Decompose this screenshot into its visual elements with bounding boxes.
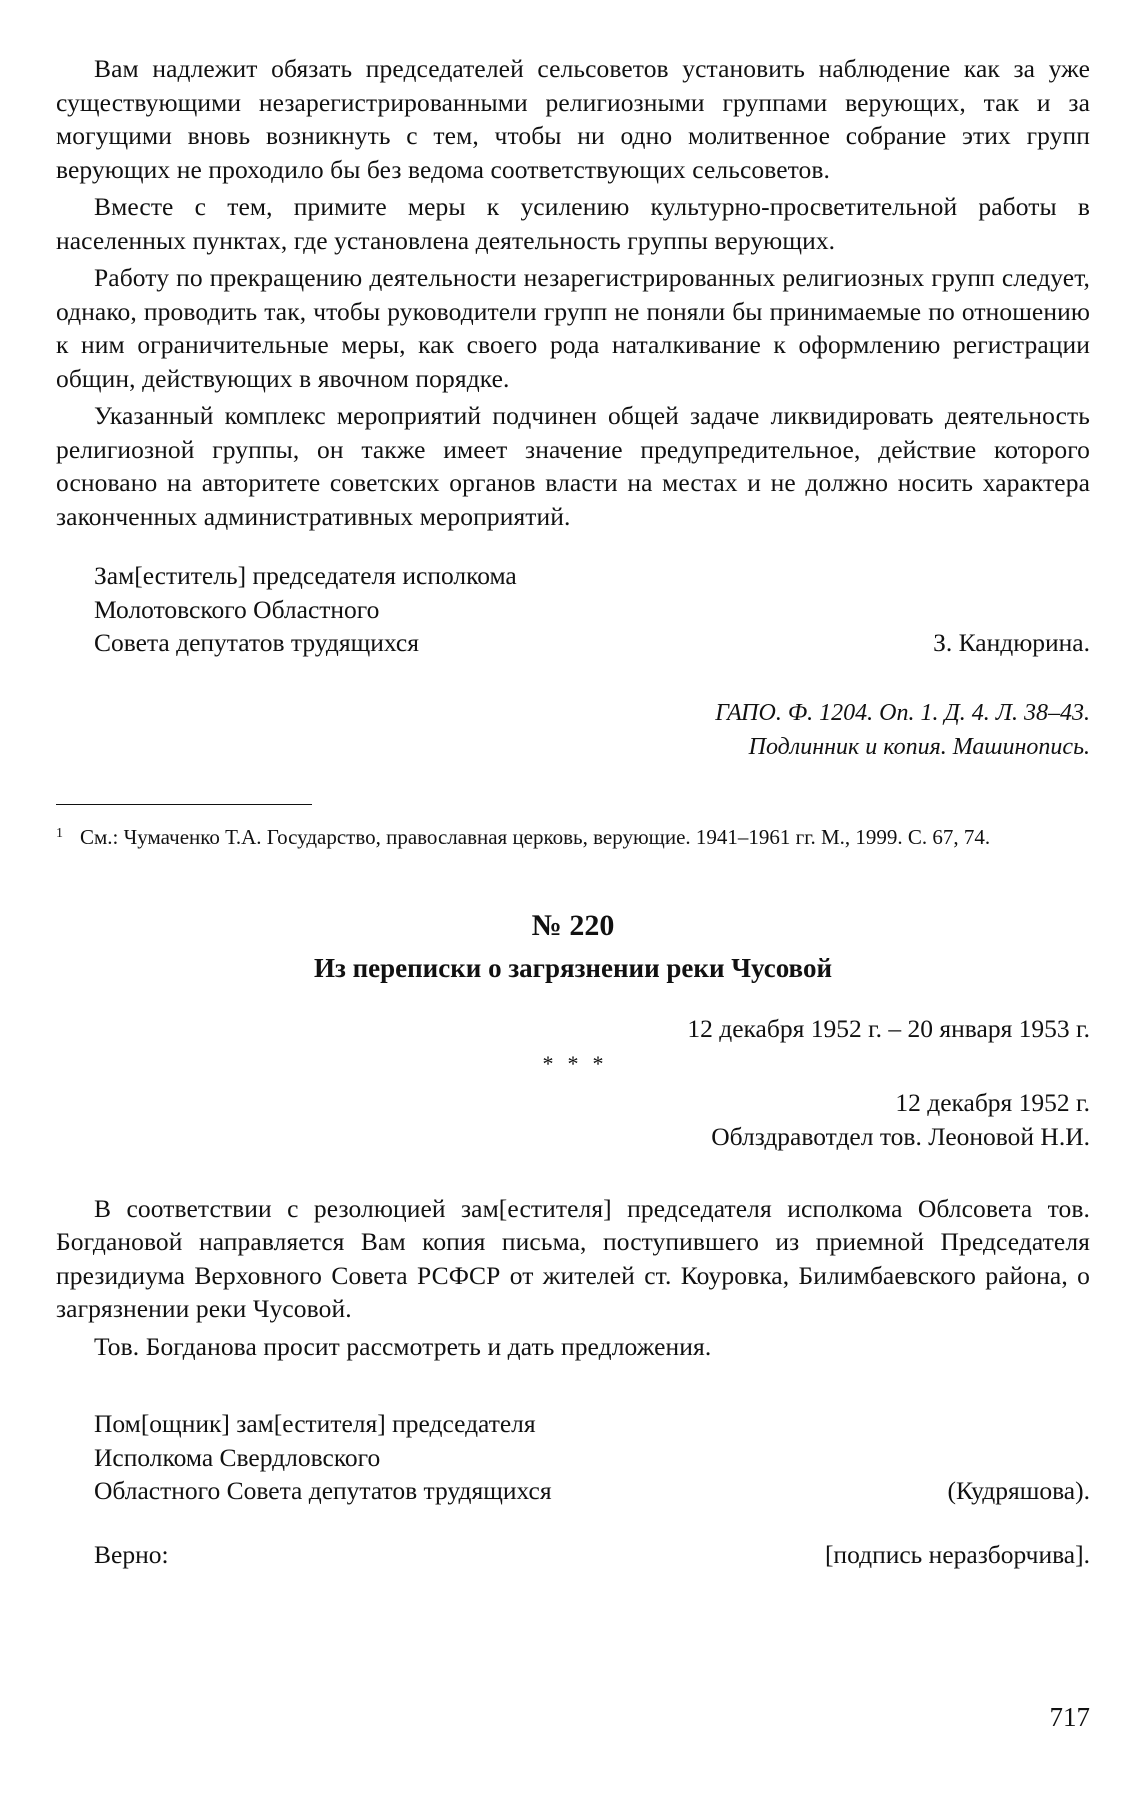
signature-line: Зам[еститель] председателя исполкома [94,561,517,590]
paragraph: Тов. Богданова просит рассмотреть и дать предложения. [94,1331,712,1361]
paragraph: Указанный комплекс мероприятий подчинен общей задаче ликвидировать деятельность религиозной группы, он также имеет значение предупредительное, действие которого основано на авторитете советских органов власти на местах и не должно носить характера законченных административных мероприятий. [56,401,1090,531]
archive-line: Подлинник и копия. Машинопись. [748,733,1090,760]
signature-block [56,1407,1090,1508]
archive-reference [56,696,1090,764]
letter-body [56,1192,1090,1364]
document-number: № 220 [531,908,615,942]
paragraph: Вместе с тем, примите меры к усилению культурно-просветительной работы в населенных пунктах, где установлена деятельность группы верующих. [56,192,1090,255]
verification-value: [подпись неразборчива]. [824,1539,1090,1569]
verification-label: Верно: [94,1539,169,1569]
paragraph: Вам надлежит обязать председателей сельсоветов установить наблюдение как за уже существующими незарегистрированными религиозными группами верующих, так и за могущими вновь возникнуть с тем, чтобы ни одно молитвенное собрание этих групп верующих не проходило бы без ведома соответствующих сельсоветов. [56,54,1090,184]
document-title: Из переписки о загрязнении реки Чусовой [313,952,832,983]
signature-line: Молотовского Областного [94,594,380,624]
signatory-name: З. Кандюрина. [933,628,1090,657]
signature-line: Пом[ощник] зам[естителя] председателя [94,1409,536,1438]
archive-line: ГАПО. Ф. 1204. Оп. 1. Д. 4. Л. 38–43. [715,699,1090,726]
section-separator: *** [542,1050,618,1076]
signatory-name: (Кудряшова). [947,1476,1090,1505]
footnote [56,823,1090,852]
signature-line: Исполкома Свердловского [94,1442,381,1472]
letter-addressee: Облздравотдел тов. Леоновой Н.И. [711,1121,1090,1151]
signature-line: Областного Совета депутатов трудящихся [94,1476,552,1505]
paragraph: Работу по прекращению деятельности незарегистрированных религиозных групп следует, однако, проводить так, чтобы руководители групп не поняли бы принимаемые по отношению к ним ограничительные меры, как своего рода наталкивание к оформлению регистрации общин, действующих в явочном порядке. [56,263,1090,393]
paragraph: В соответствии с резолюцией зам[естителя] председателя исполкома Облсовета тов. Богдановой направляется Вам копия письма, поступившего из приемной Председателя президиума Верховного Совета РСФСР от жителей ст. Коуровка, Билимбаевского района, о загрязнении реки Чусовой. [56,1193,1090,1323]
signature-block [56,559,1090,660]
signature-line: Совета депутатов трудящихся [94,628,419,657]
document-date-range: 12 декабря 1952 г. – 20 января 1953 г. [687,1013,1090,1043]
footnote-mark: 1 [56,825,63,841]
footnote-divider [56,804,312,805]
document-page [56,52,1090,1572]
page-number: 717 [1049,1702,1090,1732]
letter-header [56,1086,1090,1154]
footnote-text: См.: Чумаченко Т.А. Государство, православная церковь, верующие. 1941–1961 гг. М., 1999. С. 67, 74. [80,824,991,849]
verification-line [56,1538,1090,1572]
letter-date: 12 декабря 1952 г. [895,1087,1090,1117]
